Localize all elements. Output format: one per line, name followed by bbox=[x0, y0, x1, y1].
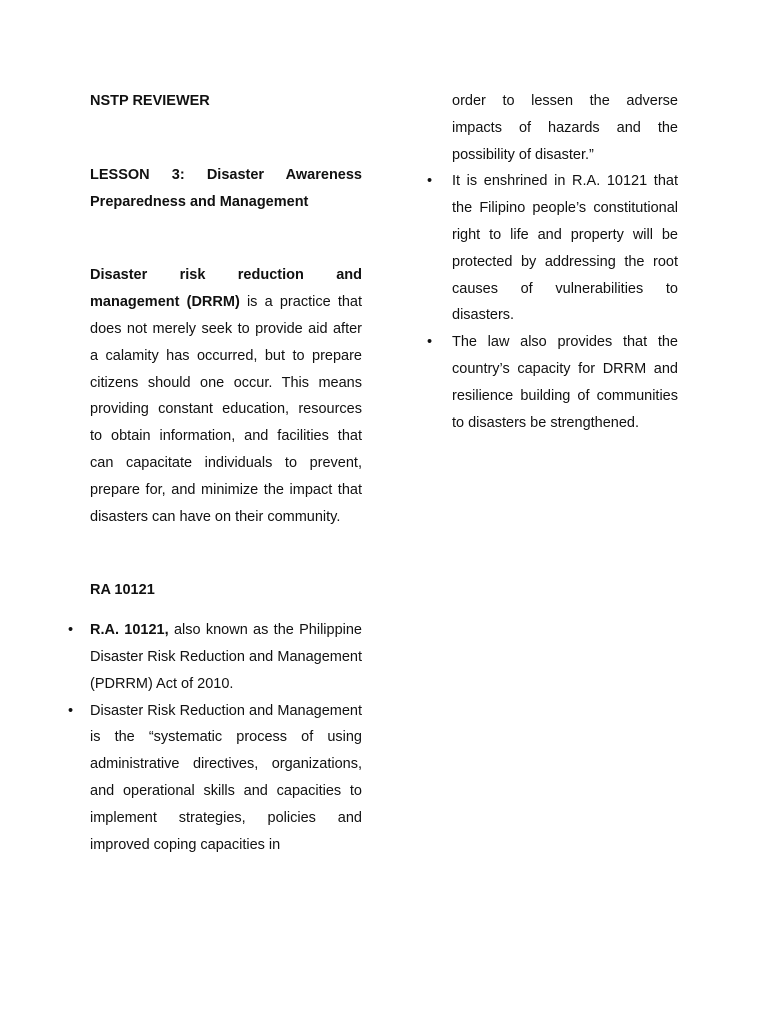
list-item bbox=[427, 168, 678, 329]
list-item-text: The law also provides that the country’s capacity for DRRM and resilience building of communities to disasters be strengthened. bbox=[452, 334, 678, 431]
ra-bullet-list bbox=[68, 617, 362, 858]
list-item bbox=[68, 698, 362, 859]
list-item-text: Disaster Risk Reduction and Management is the “systematic process of using administrative directives, organizations, and operational skills and capacities to implement strategies, policies and improved coping capacities in bbox=[90, 702, 362, 853]
bullet-marker: • bbox=[68, 702, 74, 719]
list-item bbox=[427, 329, 678, 436]
bullet-continuation: order to lessen the adverse impacts of hazards and the possibility of disaster.” bbox=[452, 93, 678, 163]
ra-term: R.A. 10121, bbox=[90, 622, 169, 639]
law-bullet-list bbox=[427, 168, 678, 436]
list-item-text: also known as the Philippine Disaster Risk Reduction and Management (PDRRM) Act of 2010. bbox=[90, 622, 362, 692]
bullet-marker: • bbox=[427, 334, 433, 351]
document-title: NSTP REVIEWER bbox=[90, 93, 210, 109]
drrm-term: Disaster risk reduction and management (DRRM) bbox=[90, 267, 362, 311]
bullet-marker: • bbox=[68, 622, 74, 639]
bullet-marker: • bbox=[427, 173, 433, 190]
right-column bbox=[427, 88, 678, 436]
list-item-text: It is enshrined in R.A. 10121 that the Filipino people’s constitutional right to life and property will be protected by addressing the root causes of vulnerabilities to disasters. bbox=[452, 173, 678, 324]
ra-heading: RA 10121 bbox=[90, 582, 155, 599]
lesson-heading: LESSON 3: Disaster Awareness Preparedness and Management bbox=[90, 166, 362, 210]
drrm-definition: is a practice that does not merely seek to provide aid after a calamity has occurred, but to prepare citizens should one occur. This means providing constant education, resources to obtain information, and facilities that can capacitate individuals to prevent, prepare for, and minimize the impact that disasters can have on their community. bbox=[90, 294, 363, 525]
drrm-paragraph bbox=[90, 262, 362, 530]
list-item bbox=[68, 617, 362, 697]
left-column bbox=[68, 88, 363, 858]
